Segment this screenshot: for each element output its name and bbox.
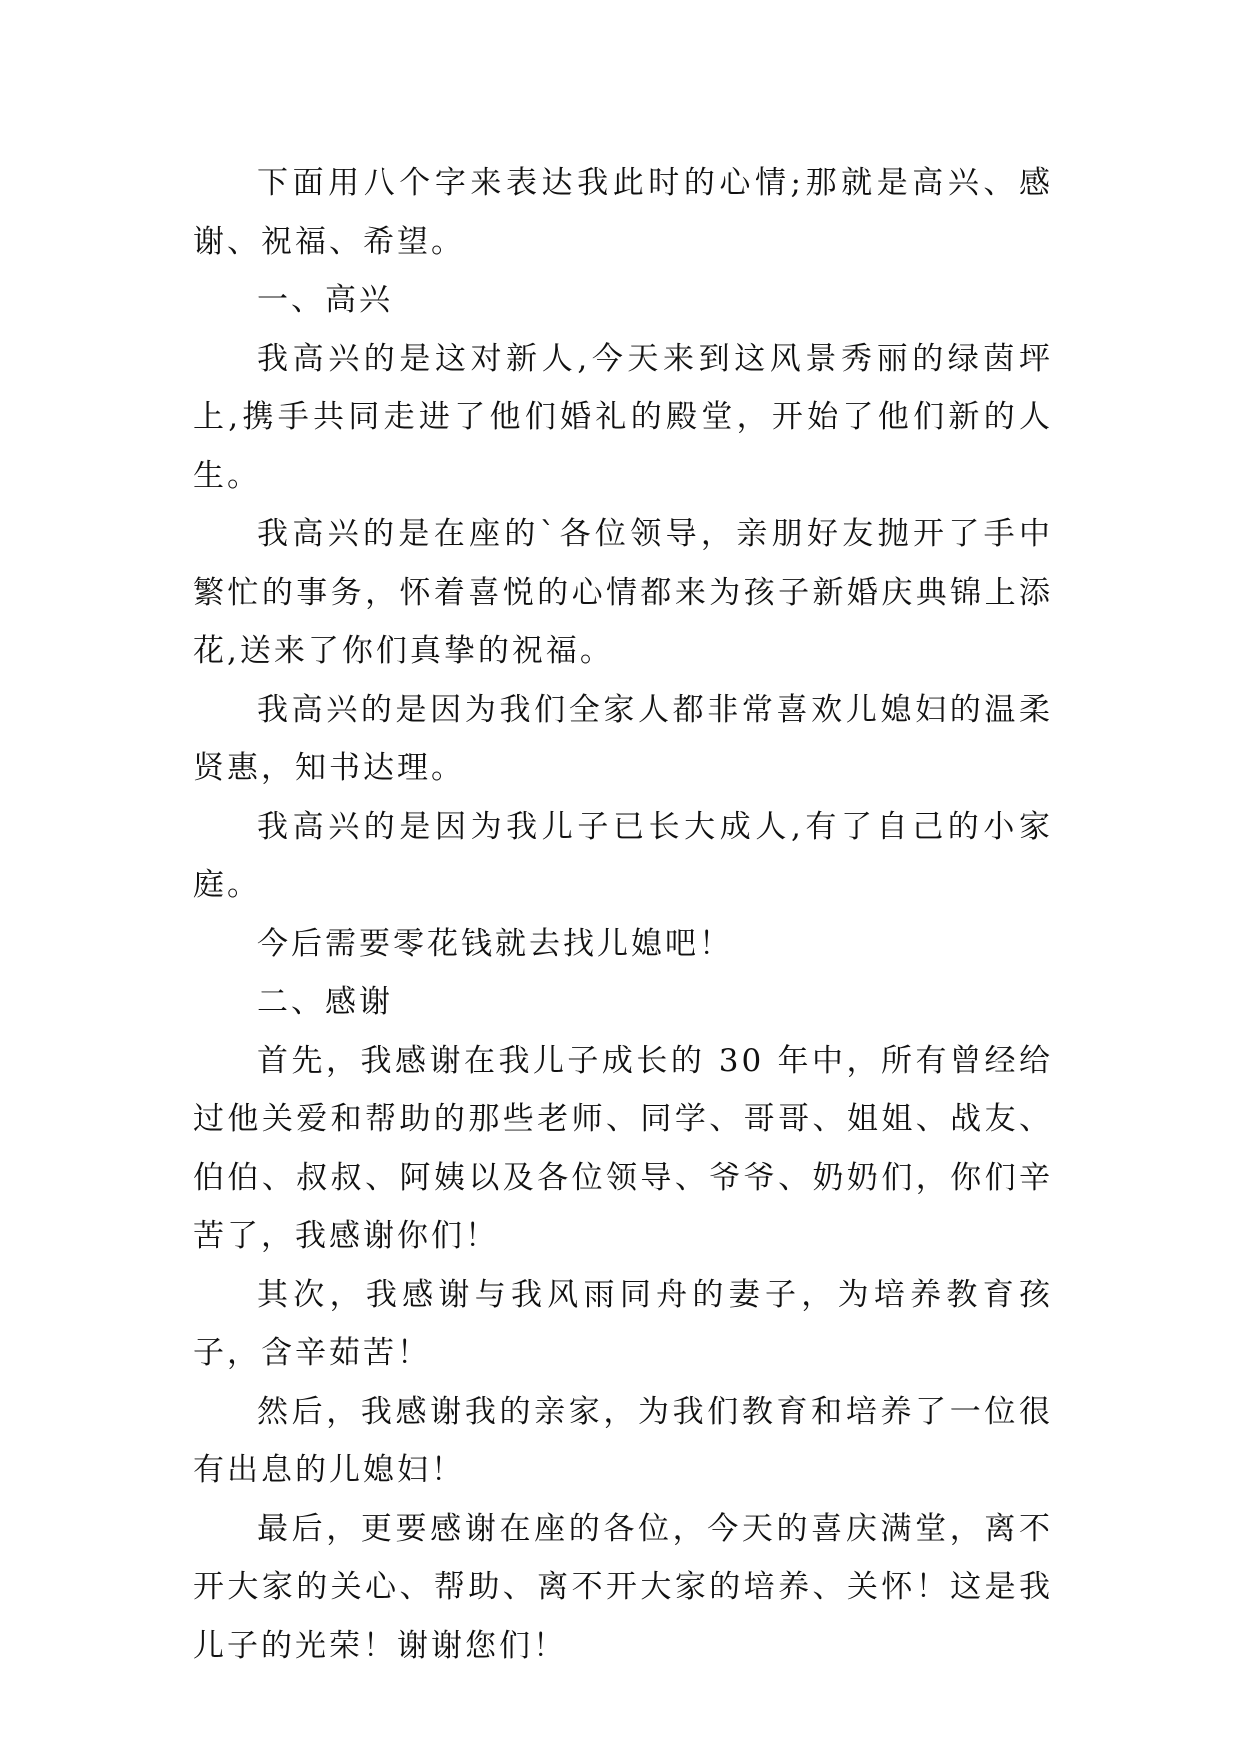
section-heading-thanks: 二、感谢	[257, 984, 393, 1020]
paragraph-thanks-then: 然后，我感谢我的亲家，为我们教育和培养了一位很有出息的儿媳妇！	[193, 1393, 1053, 1488]
section-heading-happiness: 一、高兴	[257, 282, 393, 318]
document-body	[193, 154, 1053, 1675]
paragraph-thanks-second: 其次，我感谢与我风雨同舟的妻子，为培养教育孩子，含辛茹苦！	[193, 1276, 1053, 1371]
paragraph-happy-couple: 我高兴的是这对新人,今天来到这风景秀丽的绿茵坪上,携手共同走进了他们婚礼的殿堂，开始了他们新的人生。	[193, 340, 1053, 494]
paragraph-intro: 下面用八个字来表达我此时的心情;那就是高兴、感谢、祝福、希望。	[193, 165, 1053, 260]
paragraph-pocket-money: 今后需要零花钱就去找儿媳吧！	[257, 925, 733, 962]
paragraph-thanks-finally: 最后，更要感谢在座的各位，今天的喜庆满堂，离不开大家的关心、帮助、离不开大家的培养、关怀！这是我儿子的光荣！谢谢您们！	[193, 1510, 1053, 1664]
paragraph-happy-guests: 我高兴的是在座的`各位领导，亲朋好友抛开了手中繁忙的事务，怀着喜悦的心情都来为孩子新婚庆典锦上添花,送来了你们真挚的祝福。	[193, 516, 1053, 669]
paragraph-happy-daughter-in-law: 我高兴的是因为我们全家人都非常喜欢儿媳妇的温柔贤惠，知书达理。	[193, 691, 1053, 786]
paragraph-thanks-first: 首先，我感谢在我儿子成长的 30 年中，所有曾经给过他关爱和帮助的那些老师、同学、哥哥、姐姐、战友、伯伯、叔叔、阿姨以及各位领导、爷爷、奶奶们，你们辛苦了，我感谢你们！	[193, 1042, 1053, 1254]
paragraph-happy-son-grown: 我高兴的是因为我儿子已长大成人,有了自己的小家庭。	[193, 808, 1053, 903]
